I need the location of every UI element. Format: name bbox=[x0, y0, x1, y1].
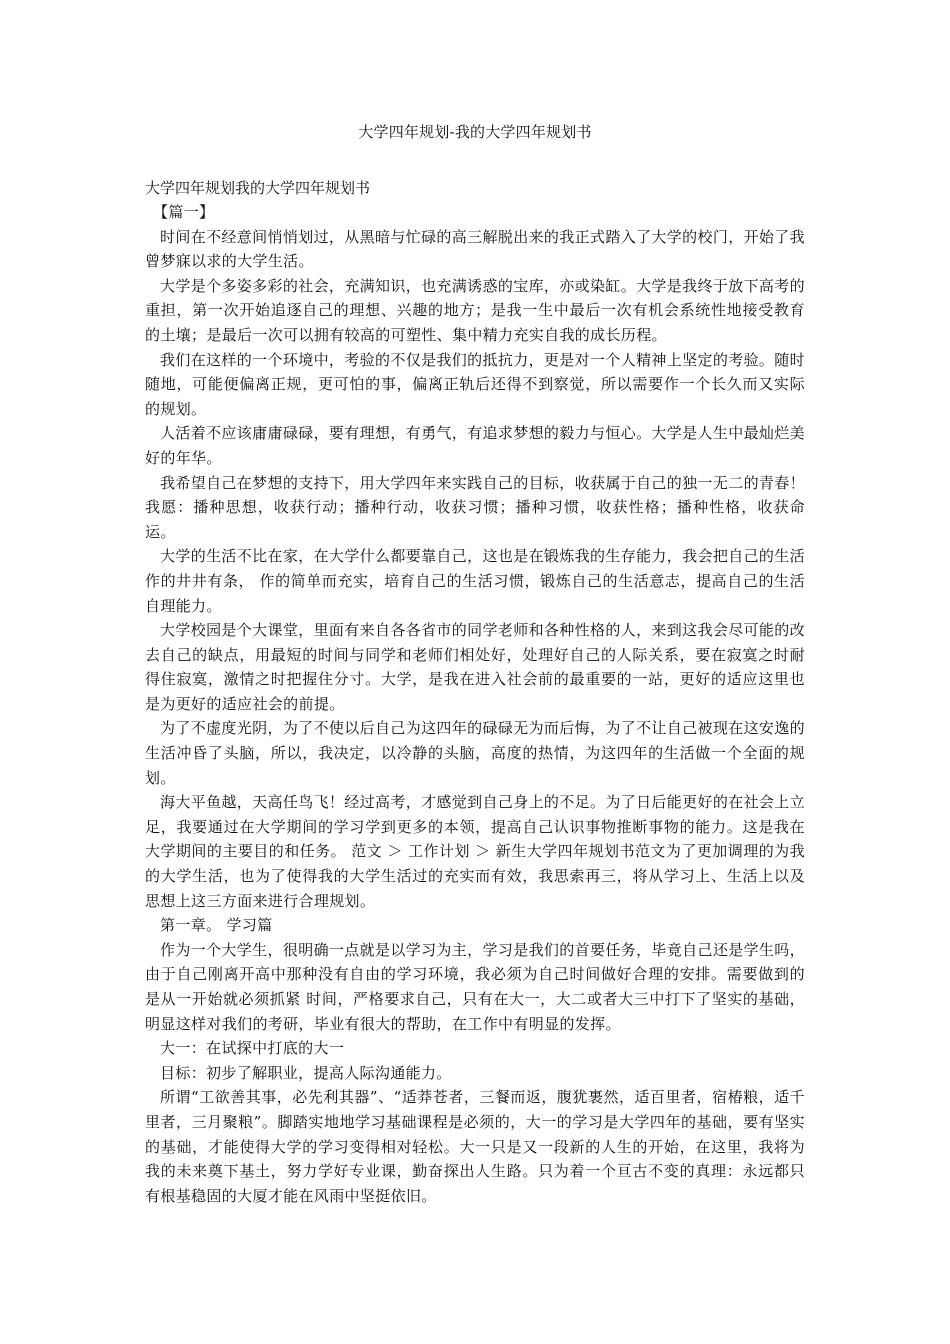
document-subtitle: 大学四年规划我的大学四年规划书 bbox=[145, 179, 371, 197]
document-title: 大学四年规划-我的大学四年规划书 bbox=[358, 123, 592, 141]
paragraph: 所谓“工欲善其事，必先利其器”、“适莽苍者，三餐而返，腹犹裹然，适百里者，宿椿粮，适千里者，三月聚粮”。脚踏实地地学习基础课程是必须的，大一的学习是大学四年的基础，要有坚实的基础，才能使得大学的学习变得相对轻松。大一只是又一段新的人生的开始，在这里，我将为我的未来奠下基土，努力学好专业课，勤奋探出人生路。只为着一个亘古不变的真理：永远都只有根基稳固的大厦才能在风雨中坚挺依旧。 bbox=[145, 1088, 805, 1205]
document-body bbox=[145, 200, 805, 1208]
section-heading: 大一：在试探中打底的大一 bbox=[160, 1039, 345, 1058]
paragraph: 时间在不经意间悄悄划过，从黑暗与忙碌的高三解脱出来的我正式踏入了大学的校门，开始了我曾梦寐以求的大学生活。 bbox=[145, 227, 805, 271]
paragraph: 我希望自己在梦想的支持下，用大学四年来实践自己的目标，收获属于自己的独一无二的青春！我愿：播种思想，收获行动；播种行动，收获习惯；播种习惯，收获性格；播种性格，收获命运。 bbox=[145, 473, 805, 541]
paragraph: 海大平鱼越，天高任鸟飞！经过高考，才感觉到自己身上的不足。为了日后能更好的在社会上立足，我要通过在大学期间的学习学到更多的本领，提高自己认识事物推断事物的能力。这是我在大学期间的主要目的和任务。 范文 ＞ 工作计划 ＞ 新生大学四年规划书范文为了更加调理的为我的大学生活，也为了使得我的大学生活过的充实而有效，我思索再三，将从学习上、生活上以及思想上这三方面来进行合理规划。 bbox=[145, 793, 805, 910]
paragraph: 为了不虚度光阴，为了不使以后自己为这四年的碌碌无为而后悔，为了不让自己被现在这安逸的生活冲昏了头脑，所以，我决定，以冷静的头脑，高度的热情，为这四年的生活做一个全面的规划。 bbox=[145, 719, 805, 787]
paragraph: 大学的生活不比在家，在大学什么都要靠自己，这也是在锻炼我的生存能力，我会把自己的生活作的井井有条， 作的简单而充实，培育自己的生活习惯，锻炼自己的生活意志，提高自己的生活自理能力。 bbox=[145, 547, 805, 615]
paragraph: 大学校园是个大课堂，里面有来自各各省市的同学老师和各种性格的人，来到这我会尽可能的改去自己的缺点，用最短的时间与同学和老师们相处好，处理好自己的人际关系，要在寂寞之时耐得住寂寞，激情之时把握住分寸。大学，是我在进入社会前的最重要的一站，更好的适应这里也是为更好的适应社会的前提。 bbox=[145, 621, 805, 713]
paragraph: 人活着不应该庸庸碌碌，要有理想，有勇气，有追求梦想的毅力与恒心。大学是人生中最灿烂美好的年华。 bbox=[145, 424, 805, 467]
section-tag: 【篇一】 bbox=[153, 203, 215, 221]
paragraph: 作为一个大学生，很明确一点就是以学习为主，学习是我们的首要任务，毕竟自己还是学生吗，由于自己刚离开高中那种没有自由的学习环境，我必须为自己时间做好合理的安排。需要做到的是从一开始就必须抓紧 时间，严格要求自己，只有在大一，大二或者大三中打下了坚实的基础，明显这样对我们的考研，毕业有很大的帮助，在工作中有明显的发挥。 bbox=[145, 940, 805, 1033]
paragraph: 大学是个多姿多彩的社会，充满知识，也充满诱惑的宝库，亦或染缸。大学是我终于放下高考的重担，第一次开始追逐自己的理想、兴趣的地方；是我一生中最后一次有机会系统性地接受教育的土壤；是最后一次可以拥有较高的可塑性、集中精力充实自我的成长历程。 bbox=[145, 276, 805, 344]
paragraph: 我们在这样的一个环境中，考验的不仅是我们的抵抗力，更是对一个人精神上坚定的考验。随时随地，可能便偏离正规，更可怕的事，偏离正轨后还得不到察觉，所以需要作一个长久而又实际的规划。 bbox=[145, 350, 805, 418]
document-page bbox=[145, 122, 805, 1208]
chapter-heading: 第一章。 学习篇 bbox=[160, 916, 273, 935]
goal-line: 目标：初步了解职业，提高人际沟通能力。 bbox=[160, 1063, 452, 1082]
